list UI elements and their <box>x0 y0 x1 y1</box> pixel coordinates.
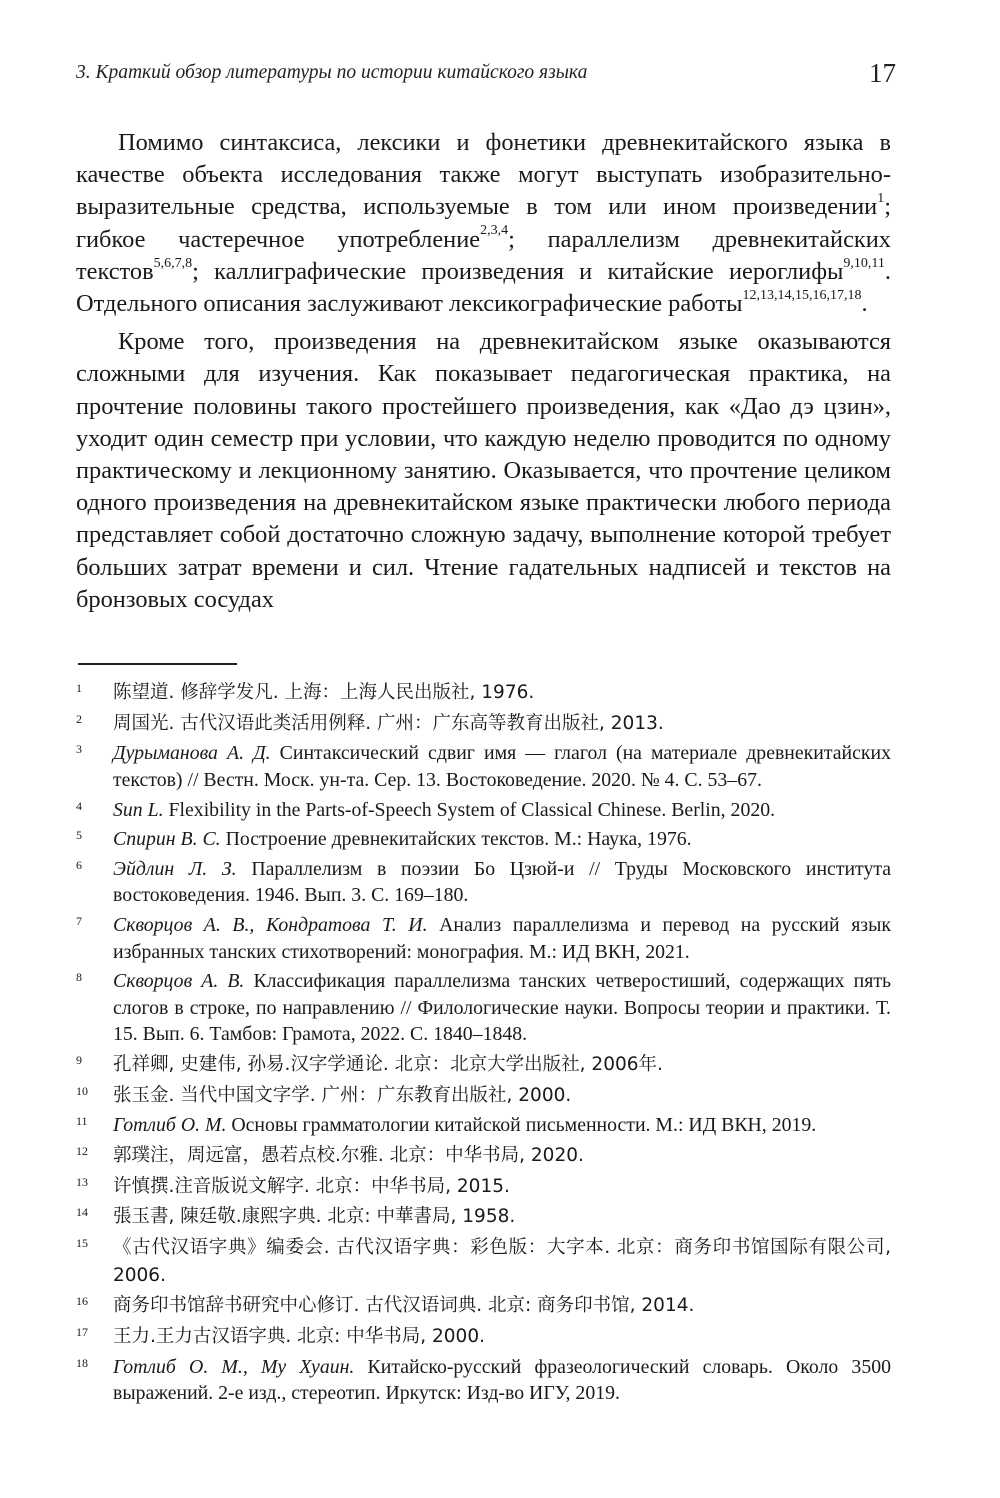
footnote-number: 6 <box>76 857 82 872</box>
p1-segment: ; каллиграфические произведения и китайские иероглифы <box>192 257 844 285</box>
footnote-citation: Основы грамматологии китайской письменности. М.: ИД ВКН, 2019. <box>226 1114 817 1137</box>
footnote-author: Скворцов А. В. <box>113 970 245 993</box>
footnote-number: 7 <box>76 914 82 929</box>
footnote-item <box>76 1112 891 1139</box>
footnote-ref: 12,13,14,15,16,17,18 <box>742 287 862 303</box>
footnote-number: 5 <box>76 828 82 843</box>
footnote-ref: 2,3,4 <box>480 223 509 239</box>
footnote-item <box>76 710 891 738</box>
footnote-text <box>113 1234 891 1289</box>
footnote-text <box>113 1354 891 1407</box>
footnote-item <box>76 1142 891 1170</box>
footnote-citation: 王力.王力古汉语字典. 北京: 中华书局, 2000. <box>113 1326 485 1347</box>
footnote-item <box>76 679 891 707</box>
footnote-number: 4 <box>76 798 82 813</box>
footnote-number: 3 <box>76 742 82 757</box>
footnote-citation: Классификация параллелизма танских четверостиший, содержащих пять слогов в строке, по направлению // Филологические науки. Вопросы теории и практики. Т. 15. Вып. 6. Тамбов: Грамота, 2022. С. 1840–1848. <box>113 970 891 1046</box>
footnote-citation: Построение древнекитайских текстов. М.: Наука, 1976. <box>220 828 692 851</box>
footnote-author: Дурыманова А. Д. <box>113 742 271 765</box>
footnote-number: 16 <box>76 1294 88 1309</box>
footnote-citation: 许慎撰.注音版说文解字. 北京：中华书局, 2015. <box>113 1175 510 1197</box>
p1-segment: Помимо синтаксиса, лексики и фонетики древнекитайского языка в качестве объекта исследования также могут выступать изобразительно-выразительные средства, используемые в том или ином произведении <box>76 129 891 221</box>
footnote-number: 9 <box>76 1053 82 1067</box>
footnote-number: 1 <box>76 681 82 695</box>
footnote-citation: 张玉金. 当代中国文字学. 广州：广东教育出版社, 2000. <box>113 1084 572 1106</box>
main-text <box>76 127 891 616</box>
footnote-ref: 5,6,7,8 <box>153 255 193 271</box>
footnote-number: 14 <box>76 1205 88 1220</box>
footnote-item <box>76 1203 891 1231</box>
running-title: 3. Краткий обзор литературы по истории китайского языка <box>76 62 588 83</box>
footnote-text <box>113 1112 891 1139</box>
footnote-citation: Анализ параллелизма и перевод на русский язык избранных танских стихотворений: монография. М.: ИД ВКН, 2021. <box>113 914 892 963</box>
footnote-text <box>113 1173 891 1201</box>
footnote-author: Эйдлин Л. З. <box>113 857 237 880</box>
footnote-number: 8 <box>76 970 82 985</box>
footnote-number: 11 <box>76 1114 88 1129</box>
footnote-text <box>113 1323 891 1351</box>
p1-segment: ; параллелизм древнекитайских текстов <box>76 225 891 285</box>
footnote-number: 2 <box>76 711 82 726</box>
footnote-item <box>76 1234 891 1289</box>
page-header <box>76 58 896 92</box>
footnote-number: 13 <box>76 1174 88 1189</box>
footnote-citation: 孔祥卿, 史建伟, 孙易.汉字学通论. 北京：北京大学出版社, 2006年. <box>113 1054 663 1075</box>
footnote-number: 17 <box>76 1325 88 1339</box>
footnote-item <box>76 1082 891 1110</box>
footnote-citation: 商务印书馆辞书研究中心修订. 古代汉语词典. 北京: 商务印书馆, 2014. <box>113 1295 695 1317</box>
p1-segment: ; гибкое частеречное употребление <box>76 193 891 253</box>
footnote-item <box>76 968 891 1048</box>
footnote-ref: 9,10,11 <box>843 255 885 271</box>
footnote-citation: Синтаксический сдвиг имя — глагол (на материале древнекитайских текстов) // Вестн. Моск. ун-та. Сер. 13. Востоковедение. 2020. № 4. С. 53–67. <box>113 742 891 791</box>
footnote-citation: 陈望道. 修辞学发凡. 上海：上海人民出版社, 1976. <box>113 682 535 703</box>
footnote-text <box>113 1051 891 1079</box>
footnote-text <box>113 1142 891 1170</box>
footnote-text <box>113 710 891 738</box>
footnote-text <box>113 968 891 1048</box>
footnote-text <box>113 740 891 793</box>
footnote-author: Готлиб О. М., Му Хуаин. <box>113 1355 355 1378</box>
footnote-citation: Flexibility in the Parts-of-Speech System of Classical Chinese. Berlin, 2020. <box>163 798 776 821</box>
paragraph-2: Кроме того, произведения на древнекитайском языке оказываются сложными для изучения. Как показывает педагогическая практика, на прочтение половины такого простейшего произведения, как «Дао дэ цзин», уходит один семестр при условии, что каждую неделю проводится по одному практическому и лекционному занятию. Оказывается, что прочтение целиком одного произведения на древнекитайском языке практически любого периода представляет собой достаточно сложную задачу, выполнение которой требует больших затрат времени и сил. Чтение гадательных надписей и текстов на бронзовых сосудах <box>76 328 891 613</box>
footnote-item <box>76 856 891 909</box>
footnote-number: 12 <box>76 1144 88 1159</box>
footnote-number: 10 <box>76 1083 88 1098</box>
p1-segment: . Отдельного описания заслуживают лексикографические работы <box>76 257 891 318</box>
footnote-author: Sun L. <box>113 798 164 821</box>
footnote-citation: 郭璞注，周远富，愚若点校.尔雅. 北京：中华书局, 2020. <box>113 1145 584 1167</box>
footnote-text <box>113 797 891 824</box>
footnote-text <box>113 1203 891 1231</box>
footnote-item <box>76 1323 891 1351</box>
footnote-text <box>113 912 891 965</box>
footnote-item <box>76 1354 891 1407</box>
footnotes-list <box>76 679 891 1407</box>
footnote-number: 15 <box>76 1236 88 1251</box>
footnote-item <box>76 912 891 965</box>
footnote-text <box>113 679 891 707</box>
footnote-item <box>76 797 891 824</box>
footnote-citation: 周国光. 古代汉语此类活用例释. 广州：广东高等教育出版社, 2013. <box>113 712 664 734</box>
paragraph-1 <box>76 127 891 320</box>
footnote-number: 18 <box>76 1355 88 1370</box>
footnote-text <box>113 1082 891 1110</box>
footnote-author: Готлиб О. М. <box>113 1114 227 1137</box>
footnote-citation: 《古代汉语字典》编委会. 古代汉语字典：彩色版：大字本. 北京：商务印书馆国际有限公司, 2006. <box>113 1237 891 1286</box>
footnote-author: Спирин В. С. <box>113 828 221 851</box>
footnote-item <box>76 826 891 853</box>
footnote-item <box>76 1051 891 1079</box>
footnote-ref: 1 <box>877 191 885 207</box>
footnote-citation: 張玉書, 陳廷敬.康熙字典. 北京: 中華書局, 1958. <box>113 1206 516 1228</box>
footnote-text <box>113 856 891 909</box>
footnote-item <box>76 740 891 793</box>
footnote-citation: Китайско-русский фразеологический словарь. Около 3500 выражений. 2-е изд., стереотип. Иркутск: Изд-во ИГУ, 2019. <box>113 1355 891 1405</box>
footnote-item <box>76 1292 891 1320</box>
footnote-citation: Параллелизм в поэзии Бо Цзюй-и // Труды Московского института востоковедения. 1946. Вып. 3. С. 169–180. <box>113 857 891 907</box>
page-number: 17 <box>869 58 896 88</box>
footnote-text <box>113 1292 891 1320</box>
p1-segment: . <box>861 290 868 318</box>
footnote-item <box>76 1173 891 1201</box>
footnote-text <box>113 826 891 853</box>
footnote-separator <box>78 663 237 665</box>
footnote-author: Скворцов А. В., Кондратова Т. И. <box>113 914 428 937</box>
